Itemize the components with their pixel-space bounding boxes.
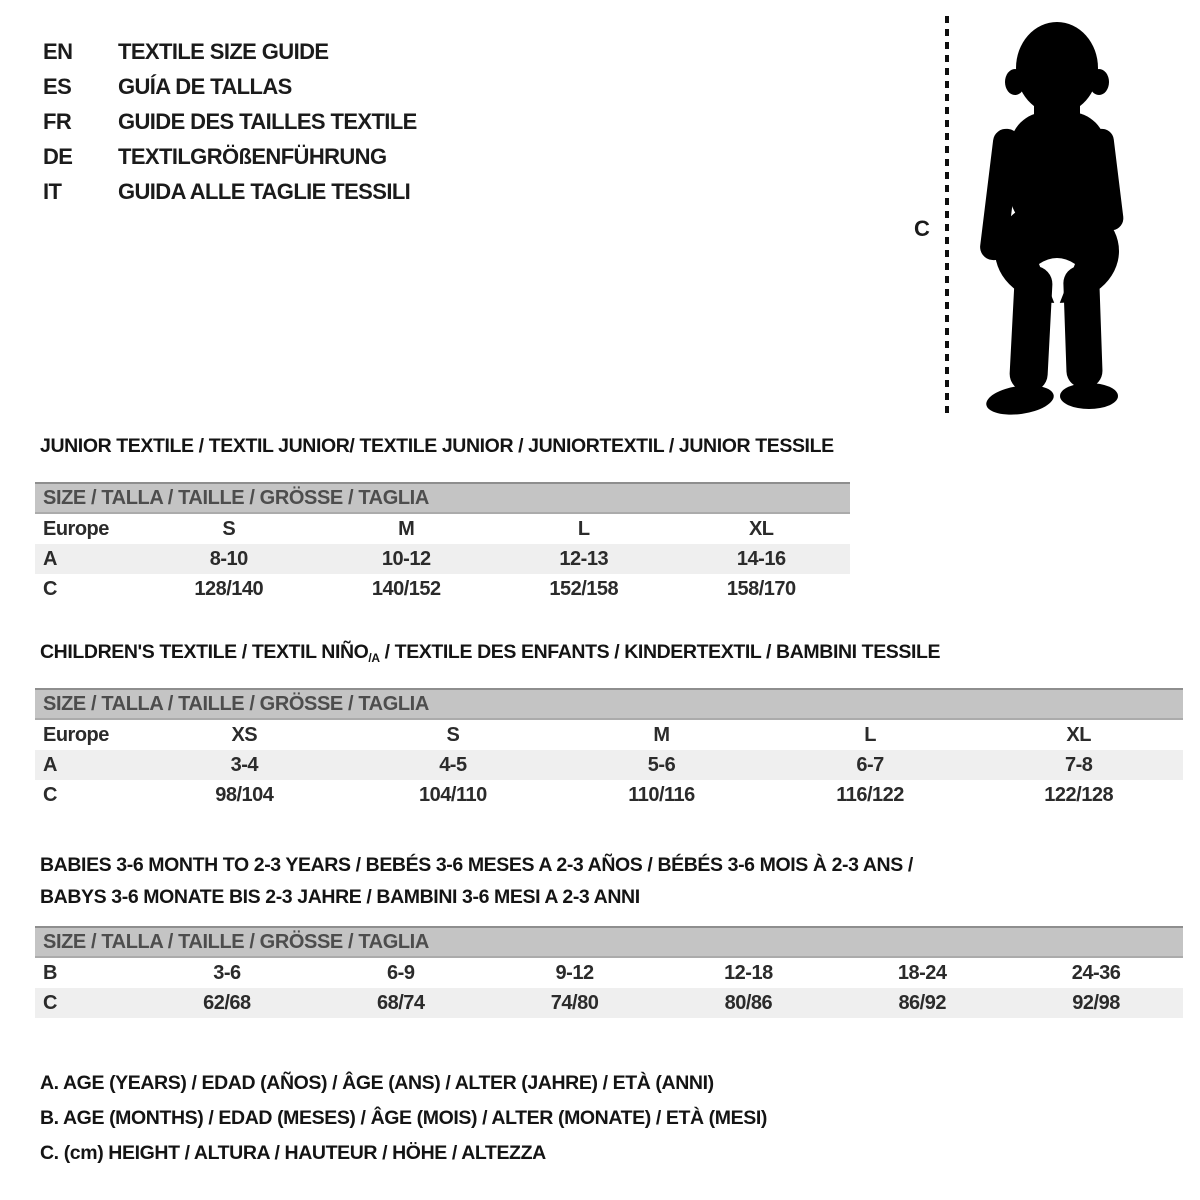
size-cell: XL: [1066, 723, 1091, 746]
guide-title-en: TEXTILE SIZE GUIDE: [118, 38, 329, 64]
junior-size-header: SIZE / TALLA / TAILLE / GRÖSSE / TAGLIA: [35, 482, 850, 514]
legend-age-months: B. AGE (MONTHS) / EDAD (MESES) / ÂGE (MOIS) / ALTER (MONATE) / ETÀ (MESI): [40, 1107, 767, 1129]
children-title-part2: / TEXTILE DES ENFANTS / KINDERTEXTIL / BAMBINI TESSILE: [379, 641, 941, 663]
language-row-en: [43, 34, 417, 69]
junior-height-row: [35, 574, 850, 604]
height-measure-dashed-line: [945, 16, 949, 416]
language-code-it: IT: [43, 178, 62, 204]
row-label: C: [43, 577, 57, 600]
row-label: C: [43, 991, 57, 1014]
children-section-title: [40, 641, 940, 665]
months-cell: 24-36: [1071, 961, 1121, 984]
junior-europe-row: [35, 514, 850, 544]
language-code-es: ES: [43, 73, 72, 99]
legend-age-years: A. AGE (YEARS) / EDAD (AÑOS) / ÂGE (ANS) / ALTER (JAHRE) / ETÀ (ANNI): [40, 1072, 714, 1094]
children-age-row: [35, 750, 1183, 780]
height-cell: 152/158: [549, 577, 619, 600]
toddler-silhouette-icon: [958, 14, 1148, 420]
babies-months-row: [35, 958, 1183, 988]
age-cell: 14-16: [736, 547, 786, 570]
guide-title-it: GUIDA ALLE TAGLIE TESSILI: [118, 178, 411, 204]
age-cell: 10-12: [381, 547, 431, 570]
height-cell: 68/74: [376, 991, 425, 1014]
language-row-it: [43, 174, 417, 209]
row-label: Europe: [43, 517, 109, 540]
age-cell: 4-5: [439, 753, 467, 776]
height-cell: 98/104: [215, 783, 274, 806]
row-label: Europe: [43, 723, 109, 746]
language-row-es: [43, 69, 417, 104]
row-label: A: [43, 753, 57, 776]
height-cell: 104/110: [419, 783, 487, 806]
junior-section-title: JUNIOR TEXTILE / TEXTIL JUNIOR/ TEXTILE JUNIOR / JUNIORTEXTIL / JUNIOR TESSILE: [40, 435, 834, 457]
size-cell: L: [577, 517, 590, 540]
row-label: C: [43, 783, 57, 806]
babies-size-table: [35, 926, 1183, 1018]
junior-age-row: [35, 544, 850, 574]
language-code-de: DE: [43, 143, 73, 169]
babies-title-line1: BABIES 3-6 MONTH TO 2-3 YEARS / BEBÉS 3-6 MESES A 2-3 AÑOS / BÉBÉS 3-6 MOIS À 2-3 ANS /: [40, 854, 913, 876]
age-cell: 8-10: [209, 547, 248, 570]
age-cell: 3-4: [230, 753, 258, 776]
junior-size-table: [35, 482, 850, 604]
children-europe-row: [35, 720, 1183, 750]
language-code-en: EN: [43, 38, 73, 64]
height-cell: 158/170: [726, 577, 796, 600]
months-cell: 18-24: [897, 961, 947, 984]
children-size-header: SIZE / TALLA / TAILLE / GRÖSSE / TAGLIA: [35, 688, 1183, 720]
size-cell: M: [653, 723, 670, 746]
babies-title-line2: BABYS 3-6 MONATE BIS 2-3 JAHRE / BAMBINI 3-6 MESI A 2-3 ANNI: [40, 886, 640, 908]
height-cell: 80/86: [724, 991, 773, 1014]
guide-title-es: GUÍA DE TALLAS: [118, 73, 292, 99]
height-cell: 116/122: [836, 783, 904, 806]
babies-section-title: [40, 849, 913, 913]
legend-height-cm: C. (cm) HEIGHT / ALTURA / HAUTEUR / HÖHE / ALTEZZA: [40, 1142, 546, 1164]
size-cell: M: [398, 517, 415, 540]
age-cell: 5-6: [647, 753, 676, 776]
children-height-row: [35, 780, 1183, 810]
height-cell: 110/116: [628, 783, 695, 806]
guide-title-fr: GUIDE DES TAILLES TEXTILE: [118, 108, 417, 134]
language-row-fr: [43, 104, 417, 139]
height-cell: 62/68: [203, 991, 251, 1014]
size-cell: L: [864, 723, 876, 746]
size-cell: S: [222, 517, 236, 540]
children-title-subscript: /A: [368, 651, 380, 665]
row-label: A: [43, 547, 57, 570]
height-cell: 140/152: [371, 577, 441, 600]
height-cell: 122/128: [1044, 783, 1114, 806]
language-code-fr: FR: [43, 108, 72, 134]
age-cell: 6-7: [856, 753, 884, 776]
height-cell: 92/98: [1072, 991, 1120, 1014]
size-cell: S: [446, 723, 460, 746]
height-cell: 86/92: [898, 991, 946, 1014]
babies-size-header: SIZE / TALLA / TAILLE / GRÖSSE / TAGLIA: [35, 926, 1183, 958]
height-cell: 128/140: [194, 577, 264, 600]
months-cell: 3-6: [213, 961, 241, 984]
age-cell: 12-13: [559, 547, 609, 570]
height-cell: 74/80: [550, 991, 599, 1014]
guide-title-de: TEXTILGRÖßENFÜHRUNG: [118, 143, 387, 169]
language-title-block: [43, 34, 417, 209]
months-cell: 6-9: [387, 961, 415, 984]
legend-block: [40, 1066, 767, 1171]
size-cell: XS: [231, 723, 258, 746]
babies-height-row: [35, 988, 1183, 1018]
size-cell: XL: [748, 517, 774, 540]
row-label: B: [43, 961, 57, 984]
children-title-part1: CHILDREN'S TEXTILE / TEXTIL NIÑO: [40, 641, 369, 663]
height-measure-label: C: [914, 216, 930, 241]
language-row-de: [43, 139, 417, 174]
months-cell: 12-18: [724, 961, 773, 984]
age-cell: 7-8: [1064, 753, 1093, 776]
months-cell: 9-12: [555, 961, 594, 984]
children-size-table: [35, 688, 1183, 810]
